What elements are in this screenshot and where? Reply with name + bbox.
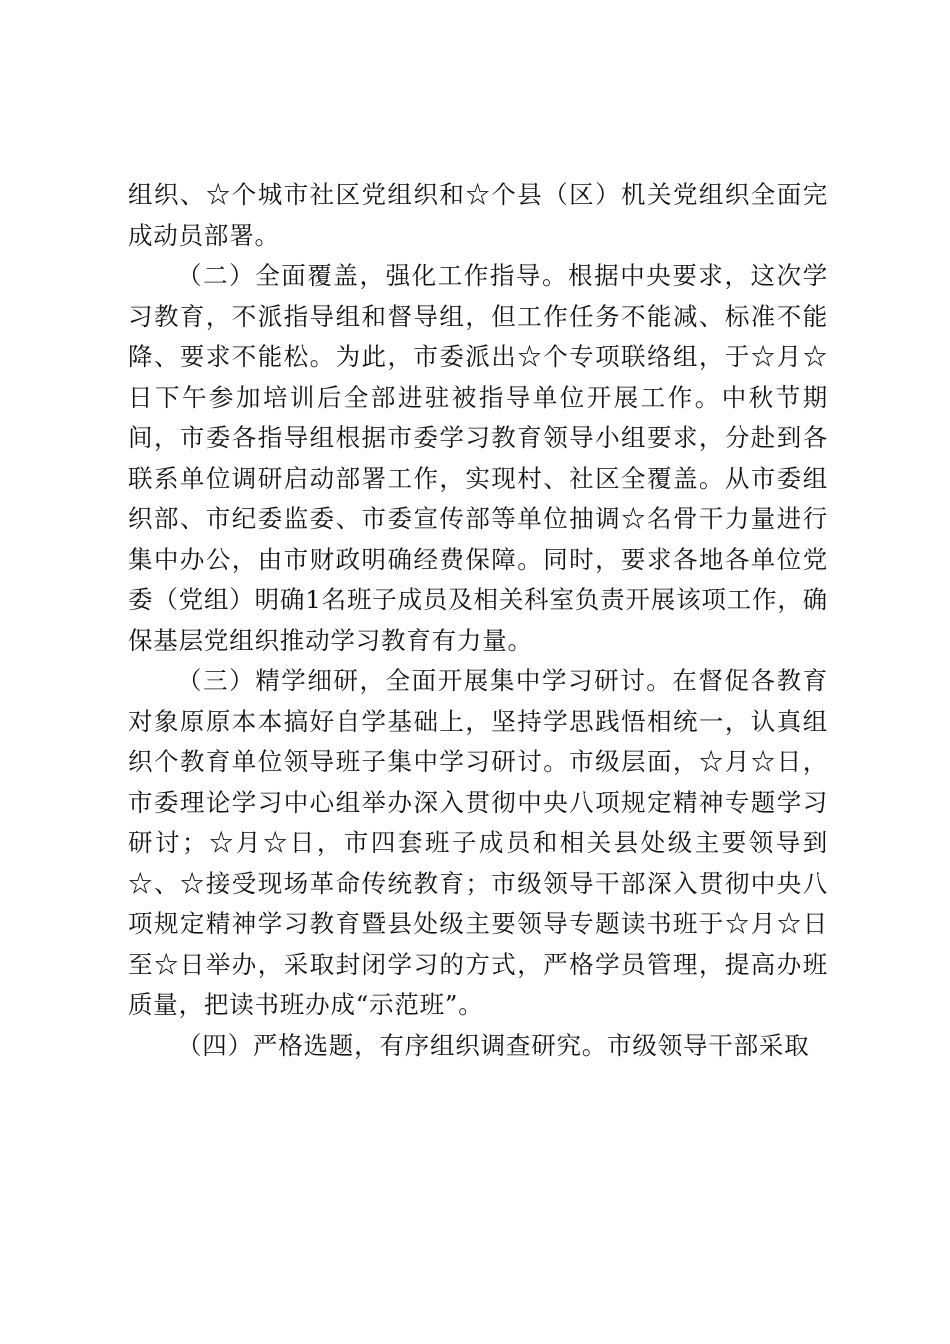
paragraph-section-4: （四）严格选题，有序组织调查研究。市级领导干部采取: [177, 1030, 810, 1060]
document-body: [128, 175, 828, 1066]
paragraph-section-2: （二）全面覆盖，强化工作指导。根据中央要求，这次学习教育，不派指导组和督导组，但工作任务不能减、标准不能降、要求不能松。为此，市委派出☆个专项联络组，于☆月☆日下午参加培训后全部进驻被指导单位开展工作。中秋节期间，市委各指导组根据市委学习教育领导小组要求，分赴到各联系单位调研启动部署工作，实现村、社区全覆盖。从市委组织部、市纪委监委、市委宣传部等单位抽调☆名骨干力量进行集中办公，由市财政明确经费保障。同时，要求各地各单位党委（党组）明确1名班子成员及相关科室负责开展该项工作，确保基层党组织推动学习教育有力量。: [128, 261, 828, 655]
paragraph-continuation: 组织、☆个城市社区党组织和☆个县（区）机关党组织全面完成动员部署。: [128, 180, 828, 250]
paragraph-section-3: （三）精学细研，全面开展集中学习研讨。在督促各教育对象原原本本搞好自学基础上，坚持学思践悟相统一，认真组织个教育单位领导班子集中学习研讨。市级层面，☆月☆日，市委理论学习中心组举办深入贯彻中央八项规定精神专题学习研讨；☆月☆日，市四套班子成员和相关县处级主要领导到☆、☆接受现场革命传统教育；市级领导干部深入贯彻中央八项规定精神学习教育暨县处级主要领导专题读书班于☆月☆日至☆日举办，采取封闭学习的方式，严格学员管理，提高办班质量，把读书班办成“示范班”。: [128, 666, 828, 1019]
